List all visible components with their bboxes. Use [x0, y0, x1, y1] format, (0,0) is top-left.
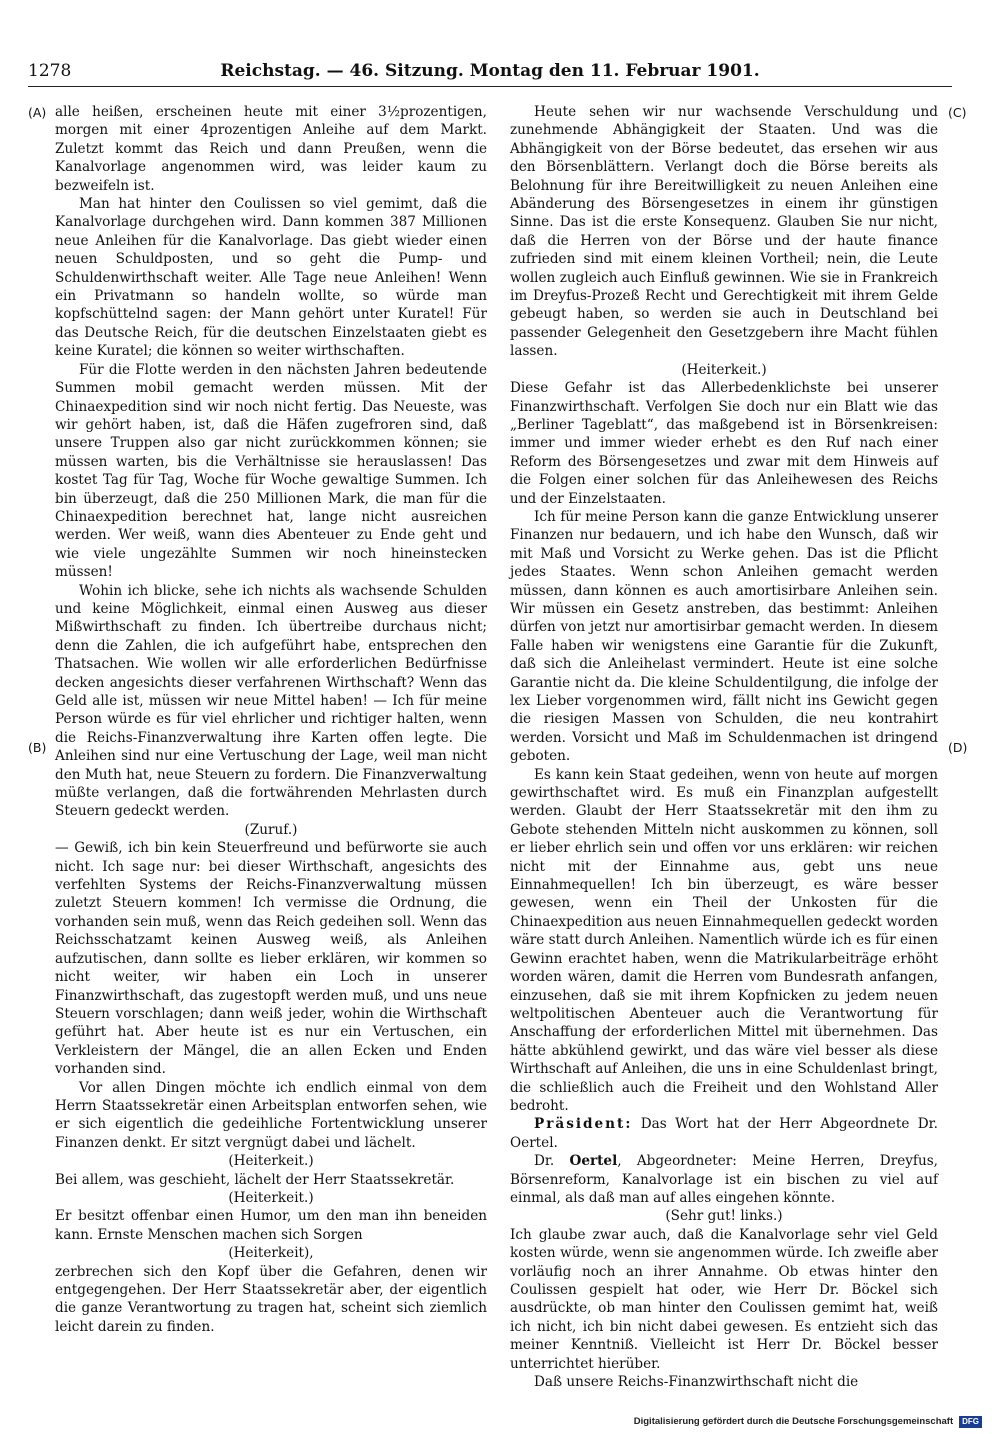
speaker-text: Das Wort hat der Herr Abgeordnete Dr. Oertel. — [510, 1116, 938, 1151]
interjection: (Heiterkeit.) — [681, 361, 767, 378]
dfg-logo: DFG — [959, 1416, 982, 1428]
paragraph: Für die Flotte werden in den nächsten Jahren bedeutende Summen mobil gemacht werden müssen. Mit der Chinaexpedition sind wir noch nicht fertig. Das Neueste, was wir gehört haben, ist, daß die Häfen zugefroren sind, daß unsere Truppen also gar nicht zurückkommen können; sie müssen warten, bis die Verhältnisse sie herauslassen! Das kostet Tag für Tag, Woche für Woche gewaltige Summen. Ich bin überzeugt, daß die 250 Millionen Mark, die man für die Chinaexpedition berechnet hat, lange nicht ausreichen werden. Wer weiß, wann dies Abenteuer zu Ende geht und wie viele ungezählte Summen wir noch hineinstecken müssen! — [55, 361, 487, 581]
page-header — [28, 58, 952, 84]
interjection: (Sehr gut! links.) — [665, 1208, 783, 1225]
paragraph: zerbrechen sich den Kopf über die Gefahren, denen wir entgegengehen. Der Herr Staatssekretär aber, der eigentlich die ganze Verantwortung zu tragen hat, scheint sich ziemlich leicht darein zu finden. — [55, 1263, 487, 1335]
paragraph: — Gewiß, ich bin kein Steuerfreund und befürworte sie auch nicht. Ich sage nur: bei dieser Wirthschaft, angesichts des verfehlten Systems der Reichs-Finanzverwaltung müssen zuletzt Steuern kommen! Ich vermisse die Ordnung, die vorhanden sein muß, wenn das Reich gedeihen soll. Wenn das Reichsschatzamt keinen Ausweg weiß, als Anleihen aufzutischen, dann sollte es lieber erklären, wir kommen so nicht weiter, wir haben ein Loch in unserer Finanzwirthschaft, das zugestopft werden muß, und uns neue Steuern vorschlagen; dann weiß jeder, wohin die Wirthschaft geführt hat. Aber heute ist es nur ein Vertuschen, ein Verkleistern der Mängel, die an allen Ecken und Enden vorhanden sind. — [55, 840, 487, 1078]
digitization-footer — [634, 1414, 982, 1430]
page-number: 1278 — [28, 61, 72, 81]
paragraph: Daß unsere Reichs-Finanzwirthschaft nicht die — [534, 1374, 859, 1391]
paragraph: Man hat hinter den Coulissen so viel gemimt, daß die Kanalvorlage durchgehen wird. Dann kommen 387 Millionen neue Anleihen für die Kanalvorlage. Das giebt wieder einen neuen Schuldposten, und so geht die Pump- und Schuldenwirthschaft weiter. Alle Tage neue Anleihen! Wenn ein Privatmann so handeln wollte, so würde man kopfschüttelnd sagen: der Mann gehört unter Kuratel! Für das Deutsche Reich, für die deutschen Einzelstaaten giebt es keine Kuratel; die können so weiter wirthschaften. — [55, 196, 487, 360]
paragraph: alle heißen, erscheinen heute mit einer 3½prozentigen, morgen mit einer 4prozentigen Anleihe auf dem Markt. Zuletzt kommt das Reich und dann Preußen, wenn die Kanalvorlage angenommen wird, was leider kaum zu bezweifeln ist. — [55, 104, 487, 194]
interjection: (Zuruf.) — [244, 821, 298, 838]
margin-mark-c: (C) — [948, 105, 967, 120]
interjection: (Heiterkeit.) — [228, 1153, 314, 1170]
margin-mark-d: (D) — [948, 740, 968, 755]
header-rule — [28, 86, 952, 87]
paragraph: Diese Gefahr ist das Allerbedenklichste bei unserer Finanzwirthschaft. Verfolgen Sie doch nur ein Blatt wie das „Berliner Tageblatt“, das maßgebend ist in Börsenkreisen: immer und immer wieder erhebt es den Ruf nach einer Reform des Börsengesetzes und zwar mit dem Hinweis auf die Folgen einer solchen für das Anleihewesen des Reichs und der Einzelstaaten. — [510, 380, 938, 507]
paragraph: Vor allen Dingen möchte ich endlich einmal von dem Herrn Staatssekretär einen Arbeitsplan entworfen sehen, wie er sich eigentlich die gedeihliche Fortentwicklung unserer Finanzen denkt. Er sitzt vergnügt dabei und lächelt. — [55, 1079, 487, 1151]
paragraph: Er besitzt offenbar einen Humor, um den man ihn beneiden kann. Ernste Menschen machen sich Sorgen — [55, 1208, 487, 1243]
speaker-name: Oertel — [569, 1153, 618, 1170]
interjection: (Heiterkeit), — [228, 1245, 314, 1262]
speaker-title: Dr. — [534, 1153, 570, 1170]
speaker-text: , Abgeordneter: Meine Herren, Dreyfus, Börsenreform, Kanalvorlage ist ein bischen zu viel auf einmal, als daß man auf alles eingehen könnte. — [510, 1153, 938, 1206]
paragraph: Ich für meine Person kann die ganze Entwicklung unserer Finanzen nur bedauern, und ich habe den Wunsch, daß wir mit Maß und Vorsicht zu Werke gehen. Das ist die Pflicht jedes Staates. Wenn schon Anleihen gemacht werden müssen, dann können es auch amortisirbare Anleihen sein. Wir müssen ein Gesetz anstreben, das bestimmt: Anleihen dürfen von jetzt nur amortisirbar gemacht werden. In diesem Falle haben wir wenigstens eine Garantie für die Zukunft, daß sich die Anleihelast vermindert. Heute ist eine solche Garantie nicht da. Die kleine Schuldentilgung, die infolge der lex Lieber vorgenommen wird, fällt nicht ins Gewicht gegen die riesigen Massen von Schulden, die neu kontrahirt werden. Vorsicht und Maß im Schuldenmachen ist dringend geboten. — [510, 508, 938, 765]
interjection: (Heiterkeit.) — [228, 1189, 314, 1206]
president-paragraph — [510, 1115, 938, 1152]
paragraph: Bei allem, was geschieht, lächelt der Herr Staatssekretär. — [55, 1171, 455, 1188]
paragraph: Ich glaube zwar auch, daß die Kanalvorlage sehr viel Geld kosten würde, wenn sie angenommen würde. Ich zweifle aber vorläufig noch an ihrer Annahme. Ob etwas hinter den Coulissen gespielt hat oder, wie Herr Dr. Böckel sich ausdrückte, ob man hinter den Coulissen gemimt hat, weiß ich nicht, ich bin nicht dabei gewesen. Es entzieht sich das meiner Kenntniß. Vielleicht ist Herr Dr. Böckel besser unterrichtet hierüber. — [510, 1226, 938, 1372]
left-column — [55, 103, 487, 1336]
running-title: Reichstag. — 46. Sitzung. Montag den 11. Februar 1901. — [220, 61, 760, 81]
right-column — [510, 103, 938, 1391]
footer-text: Digitalisierung gefördert durch die Deutsche Forschungsgemeinschaft — [633, 1416, 954, 1427]
margin-mark-b: (B) — [28, 740, 47, 755]
speaker-paragraph — [510, 1152, 938, 1207]
speaker-label: Präsident: — [534, 1116, 633, 1133]
paragraph: Es kann kein Staat gedeihen, wenn von heute auf morgen gewirthschaftet wird. Es muß ein Finanzplan aufgestellt werden. Glaubt der Herr Staatssekretär mit den ihm zu Gebote stehenden Mitteln nicht auskommen zu können, soll er lieber ehrlich sein und offen vor uns erklären: wir reichen nicht mit der Einnahme aus, gebt uns neue Einnahmequellen! Ich bin überzeugt, es wäre besser gewesen, wenn ein Theil der Unkosten für die Chinaexpedition aus neuen Einnahmequellen gedeckt worden wäre statt durch Anleihen. Namentlich würde ich es für einen Gewinn erachtet haben, wenn die Matrikularbeiträge erhöht worden wären, damit die Herren vom Bundesrath anfangen, einzusehen, daß sie mit ihrem Kopfnicken zu jedem neuen weltpolitischen Abenteuer auch die Verantwortung für Anschaffung der erforderlichen Mittel mit übernehmen. Das hätte abkühlend gewirkt, und das wäre viel besser als diese Wirthschaft auf Anleihen, die uns in eine Schuldenlast bringt, die schließlich auch die Freiheit und den Wohlstand Aller bedroht. — [510, 766, 938, 1114]
paragraph: Wohin ich blicke, sehe ich nichts als wachsende Schulden und keine Möglichkeit, einmal einen Ausweg aus dieser Mißwirthschaft zu finden. Ich übertreibe durchaus nicht; denn die Zahlen, die ich aufgeführt habe, entsprechen den Thatsachen. Wie wollen wir alle erforderlichen Bedürfnisse decken angesichts dieser verfahrenen Wirthschaft? Wenn das Geld alle ist, müssen wir neue Mittel haben! — Ich für meine Person würde es für viel ehrlicher und richtiger halten, wenn die Reichs-Finanzverwaltung ihre Karten offen legte. Die Anleihen sind nur eine Vertuschung der Lage, weil man nicht den Muth hat, neue Steuern zu fordern. Die Finanzverwaltung müßte verlangen, daß die fortwährenden Mehrlasten durch Steuern gedeckt werden. — [55, 582, 487, 820]
margin-mark-a: (A) — [28, 105, 47, 120]
paragraph: Heute sehen wir nur wachsende Verschuldung und zunehmende Abhängigkeit der Staaten. Und was die Abhängigkeit von der Börse bedeutet, das ersehen wir aus den Börsenblättern. Verlangt doch die Börse bereits als Belohnung für ihre Bereitwilligkeit zu neuen Anleihen eine Abänderung des Börsengesetzes in einem ihr günstigen Sinne. Das ist die erste Konsequenz. Glauben Sie nur nicht, daß die Herren von der Börse und der haute finance zufrieden sind mit einem kleinen Vortheil; nein, die Leute wollen zugleich auch Einfluß gewinnen. Wie sie in Frankreich im Dreyfus-Prozeß Recht und Gerechtigkeit mit ihrem Gelde gebeugt haben, so werden sie auch in Deutschland bei passender Gelegenheit den Gesetzgebern ihre Macht fühlen lassen. — [510, 104, 938, 360]
